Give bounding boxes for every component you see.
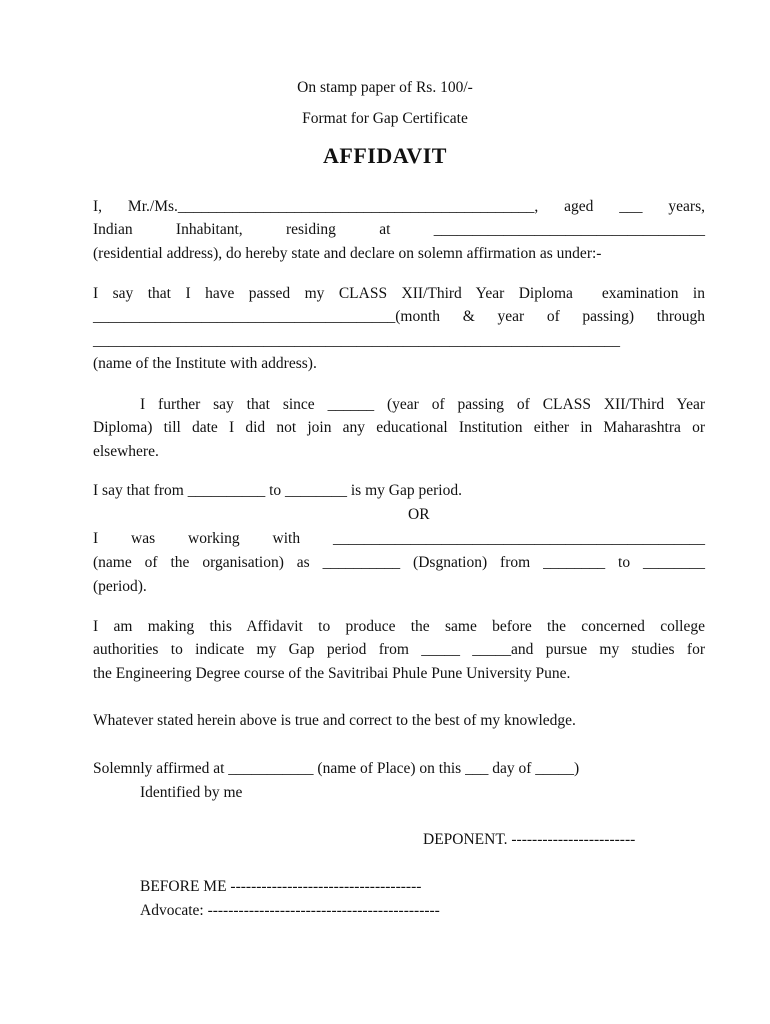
passed-line-3: ____________________________________________________________________ (93, 332, 620, 349)
deponent-signature: DEPONENT. ------------------------ (423, 831, 636, 848)
or-separator: OR (408, 506, 430, 523)
declaration-line-3: (residential address), do hereby state and declare on solemn affirmation as under:- (93, 245, 602, 262)
gap-period-line: I say that from __________ to ________ is my Gap period. (93, 482, 462, 499)
affirmation-line: Solemnly affirmed at ___________ (name of Place) on this ___ day of _____) (93, 760, 580, 777)
before-me-signature: BEFORE ME ------------------------------------- (140, 878, 422, 895)
identified-by-line: Identified by me (140, 784, 243, 801)
stamp-paper-note: On stamp paper of Rs. 100/- (297, 79, 473, 96)
passed-line-2: _______________________________________(month & year of passing) through (93, 308, 705, 325)
page-title: AFFIDAVIT (323, 143, 447, 168)
working-line-1: I was working with ________________________________________________ (93, 530, 705, 547)
passed-line-4: (name of the Institute with address). (93, 355, 317, 372)
purpose-line-1: I am making this Affidavit to produce the same before the concerned college (93, 618, 705, 635)
purpose-line-3: the Engineering Degree course of the Savitribai Phule Pune University Pune. (93, 665, 571, 682)
declaration-line-2: Indian Inhabitant, residing at ___________________________________ (93, 221, 705, 238)
declaration-line-1: I, Mr./Ms.______________________________________________, aged ___ years, (93, 198, 705, 215)
purpose-line-2: authorities to indicate my Gap period from _____ _____and pursue my studies for (93, 641, 705, 658)
working-line-2: (name of the organisation) as __________ (Dsgnation) from ________ to ________ (93, 554, 705, 571)
working-line-3: (period). (93, 578, 147, 595)
passed-line-1: I say that I have passed my CLASS XII/Third Year Diploma examination in (93, 285, 705, 302)
advocate-signature: Advocate: --------------------------------------------- (140, 902, 440, 919)
truth-statement: Whatever stated herein above is true and correct to the best of my knowledge. (93, 712, 576, 729)
further-line-1: I further say that since ______ (year of passing of CLASS XII/Third Year (140, 396, 705, 413)
further-line-2: Diploma) till date I did not join any educational Institution either in Maharashtra or (93, 419, 705, 436)
further-line-3: elsewhere. (93, 443, 159, 460)
format-note: Format for Gap Certificate (302, 110, 468, 127)
